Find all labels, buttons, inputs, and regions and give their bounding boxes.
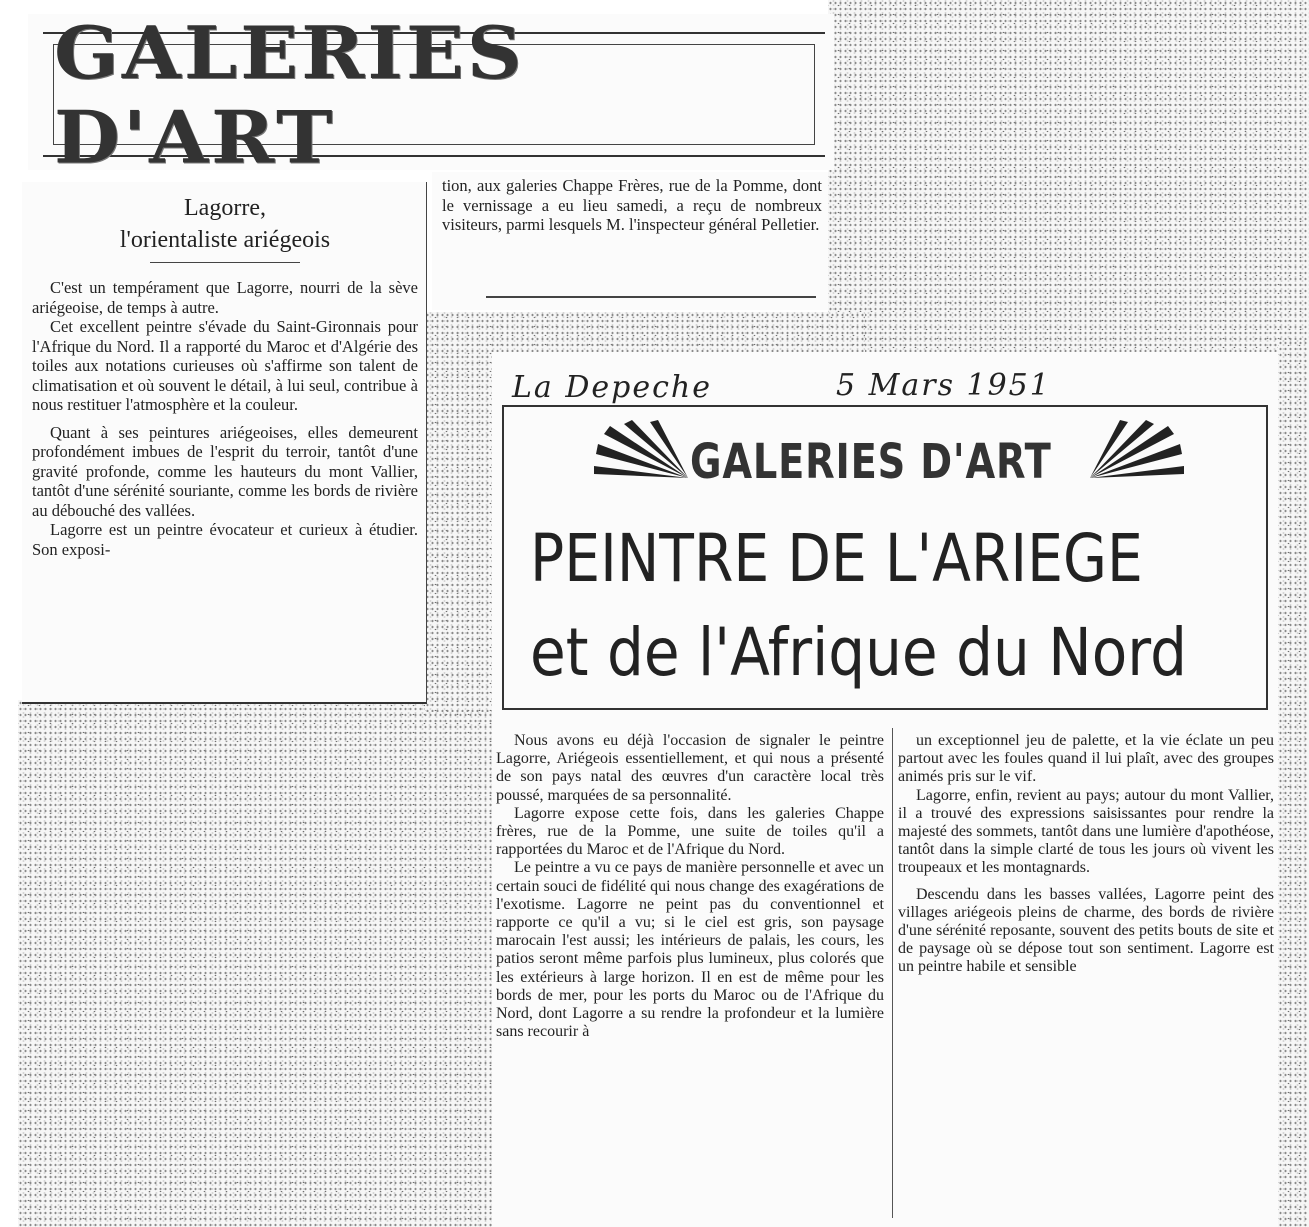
right-col2-paragraph: Lagorre, enfin, revient au pays; autour du mont Vallier, il a trouvé des expressions saisissantes pour rendre la majesté des sommets, tantôt dans une lumière d'apothéose, tantôt dans la simple clarté de tous les jours où vivent les troupeaux et les montagnards. <box>898 786 1274 877</box>
left-paragraph: Lagorre est un peintre évocateur et curieux à étudier. Son exposi- <box>32 520 418 559</box>
speckle-background-right <box>1278 340 1309 1227</box>
continuation-rule <box>486 296 816 298</box>
right-column-1 <box>496 732 884 1041</box>
handwritten-source: La Depeche <box>512 370 712 405</box>
left-paragraph: Cet excellent peintre s'évade du Saint-Gironnais pour l'Afrique du Nord. Il a rapporté du Maroc et d'Algérie des toiles aux notations curieuses où s'affirme son talent de climatisation et où souvent le détail, à lui seul, contribue à nous restituer l'atmosphère et la couleur. <box>32 317 418 414</box>
right-col2-paragraph: Descendu dans les basses vallées, Lagorre peint des villages ariégeois pleins de charme, des bords de rivière d'une sérénité reposante, souvent des petits bouts de site et de paysage où se dépose tout son sentiment. Lagorre est un peintre habile et sensible <box>898 885 1274 976</box>
headline-rule <box>150 262 300 263</box>
right-col1-paragraph: Le peintre a vu ce pays de manière personnelle et avec un certain souci de fidélité qui nous change des exagérations de l'exotisme. Lagorre ne peint pas du conventionnel et rapporte ce qu'il a vu; si le ciel est gris, son paysage marocain l'est aussi; les intérieurs de palais, les cours, les patios seront même parfois plus lumineux, plus colorés que les extérieurs à large horizon. Il en est de même pour les bords de mer, pour les ports du Maroc ou de l'Afrique du Nord, dont Lagorre a su rendre la profondeur et la lumière sans recourir à <box>496 859 884 1041</box>
handwritten-date: 5 Mars 1951 <box>836 368 1051 403</box>
speckle-background-top-right <box>828 0 1309 352</box>
left-headline-line1: Lagorre, <box>184 195 266 221</box>
sunburst-right-ornament <box>1090 420 1186 484</box>
header-title-box <box>43 9 825 180</box>
left-headline <box>30 192 420 263</box>
left-paragraph: Quant à ses peintures ariégeoises, elles demeurent profondément imbues de l'esprit du terroir, tantôt d'une gravité profonde, comme les hauteurs du mont Vallier, tantôt d'une sérénité souriante, comme les bords de rivière au débouché des vallées. <box>32 422 418 520</box>
header-title-frame <box>53 9 815 180</box>
left-article-body <box>32 278 418 559</box>
headline-line2: et de l'Afrique du Nord <box>530 614 1187 691</box>
sunburst-left-ornament <box>592 420 688 484</box>
column-divider <box>892 728 893 1218</box>
right-col1-paragraph: Lagorre expose cette fois, dans les galeries Chappe frères, rue de la Pomme, une suite de toiles qu'il a rapportées du Maroc et de l'Afrique du Nord. <box>496 804 884 859</box>
right-col2-paragraph: un exceptionnel jeu de palette, et la vie éclate un peu partout avec les foules quand il lui plaît, avec des groupes animés pris sur le vif. <box>898 732 1274 786</box>
section-title: GALERIES D'ART <box>690 434 1052 490</box>
right-col1-paragraph: Nous avons eu déjà l'occasion de signaler le peintre Lagorre, Ariégeois essentiellement, et qui nous a présenté de son pays natal des œuvres d'un caractère local très poussé, marquées de sa personnalité. <box>496 732 884 804</box>
headline-line1: PEINTRE DE L'ARIEGE <box>530 520 1143 597</box>
left-paragraph: C'est un tempérament que Lagorre, nourri de la sève ariégeoise, de temps à autre. <box>32 278 418 317</box>
right-column-2 <box>898 732 1274 977</box>
speckle-background-left <box>18 700 492 1227</box>
speckle-background-mid-left <box>425 372 492 712</box>
header-title: GALERIES D'ART <box>54 9 525 180</box>
continuation-text: tion, aux galeries Chappe Frères, rue de la Pomme, dont le vernissage a eu lieu samedi, a reçu de nombreux visiteurs, parmi lesquels M. l'inspecteur général Pelletier. <box>442 176 822 234</box>
left-headline-line2: l'orientaliste ariégeois <box>119 227 331 253</box>
